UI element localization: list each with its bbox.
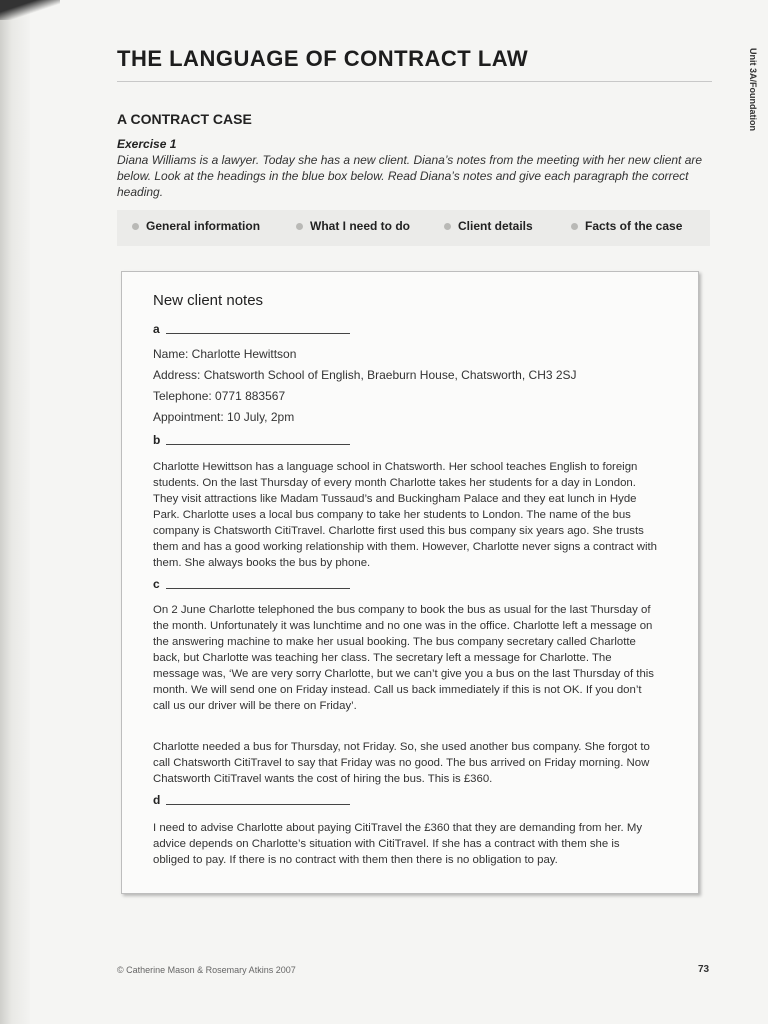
page-title: THE LANGUAGE OF CONTRACT LAW [117,46,529,71]
page-number: 73 [698,964,710,975]
heading-option-label: General information [146,219,261,233]
answer-line[interactable] [166,444,350,445]
title-divider [117,81,712,82]
client-name: Name: Charlotte Hewittson [153,347,297,361]
client-appointment: Appointment: 10 July, 2pm [153,410,295,424]
heading-option-general-information [132,219,260,233]
blank-letter: a [153,322,160,336]
section-heading: A CONTRACT CASE [117,111,252,127]
paragraph-c2: Charlotte needed a bus for Thursday, not Friday. So, she used another bus company. She forgot to call Chatsworth CitiTravel to say that Friday was no good. The bus arrived on Friday morning. Now Chatsworth CitiTravel wants the cost of hiring the bus. This is £360. [153,741,650,785]
heading-blank-d[interactable] [153,793,350,807]
copyright-notice: © Catherine Mason & Rosemary Atkins 2007 [117,965,296,975]
client-telephone: Telephone: 0771 883567 [153,389,286,403]
blank-letter: d [153,793,161,807]
client-address: Address: Chatsworth School of English, Braeburn House, Chatsworth, CH3 2SJ [153,368,577,382]
heading-blank-a[interactable] [153,322,350,336]
heading-blank-c[interactable] [153,577,350,591]
paragraph-c1: On 2 June Charlotte telephoned the bus company to book the bus as usual for the last Thursday of the month. Unfortunately it was lunchtime and no one was in the office. Charlotte left a message on the answering machine to make her usual booking. The bus company secretary called Charlotte back, but Charlotte was teaching her class. The secretary left a message for Charlotte. The message was, ‘We are very sorry Charlotte, but we can’t give you a bus on the last Thursday of this month. We will send one on Friday instead. Call us back immediately if this is not OK. If you don’t call us our driver will be there on Friday’. [153,604,655,712]
heading-option-client-details [444,219,533,233]
bullet-icon [296,223,303,230]
bullet-icon [571,223,578,230]
paragraph-d: I need to advise Charlotte about paying CitiTravel the £360 that they are demanding from her. My advice depends on Charlotte’s situation with CitiTravel. If she has a contract with them she is obliged to pay. If there is no contract with them then there is no obligation to pay. [153,822,643,866]
exercise-label: Exercise 1 [117,137,177,151]
answer-line[interactable] [166,333,350,334]
exercise-instructions: Diana Williams is a lawyer. Today she has a new client. Diana’s notes from the meeting with her new client are below. Look at the headings in the blue box below. Read Diana’s notes and give each paragraph the correct heading. [117,153,703,199]
client-notes-card [121,271,699,894]
heading-option-what-i-need-to-do [296,219,410,233]
blank-letter: b [153,433,161,447]
heading-option-facts-of-the-case [571,219,682,233]
blank-letter: c [153,577,160,591]
bullet-icon [444,223,451,230]
heading-option-label: Facts of the case [585,219,683,233]
answer-line[interactable] [166,588,350,589]
bullet-icon [132,223,139,230]
heading-blank-b[interactable] [153,433,350,447]
notes-title: New client notes [153,292,264,309]
heading-option-label: Client details [458,219,533,233]
heading-option-label: What I need to do [310,219,410,233]
answer-line[interactable] [166,804,350,805]
heading-options-box [117,210,710,246]
unit-side-label: Unit 3A/Foundation [748,48,758,131]
corner-mark [0,0,60,20]
paragraph-b: Charlotte Hewittson has a language school in Chatsworth. Her school teaches English to foreign students. On the last Thursday of every month Charlotte takes her students for a day in London. They visit attractions like Madam Tussaud’s and Buckingham Palace and they eat lunch in Hyde Park. Charlotte uses a local bus company to take her students to London. The name of the bus company is Chatsworth CitiTravel. Charlotte first used this bus company six years ago. She trusts them and has a good working relationship with them. However, Charlotte never signs a contract with them. She always books the bus by phone. [153,461,657,569]
book-spine-shadow [0,0,30,1024]
